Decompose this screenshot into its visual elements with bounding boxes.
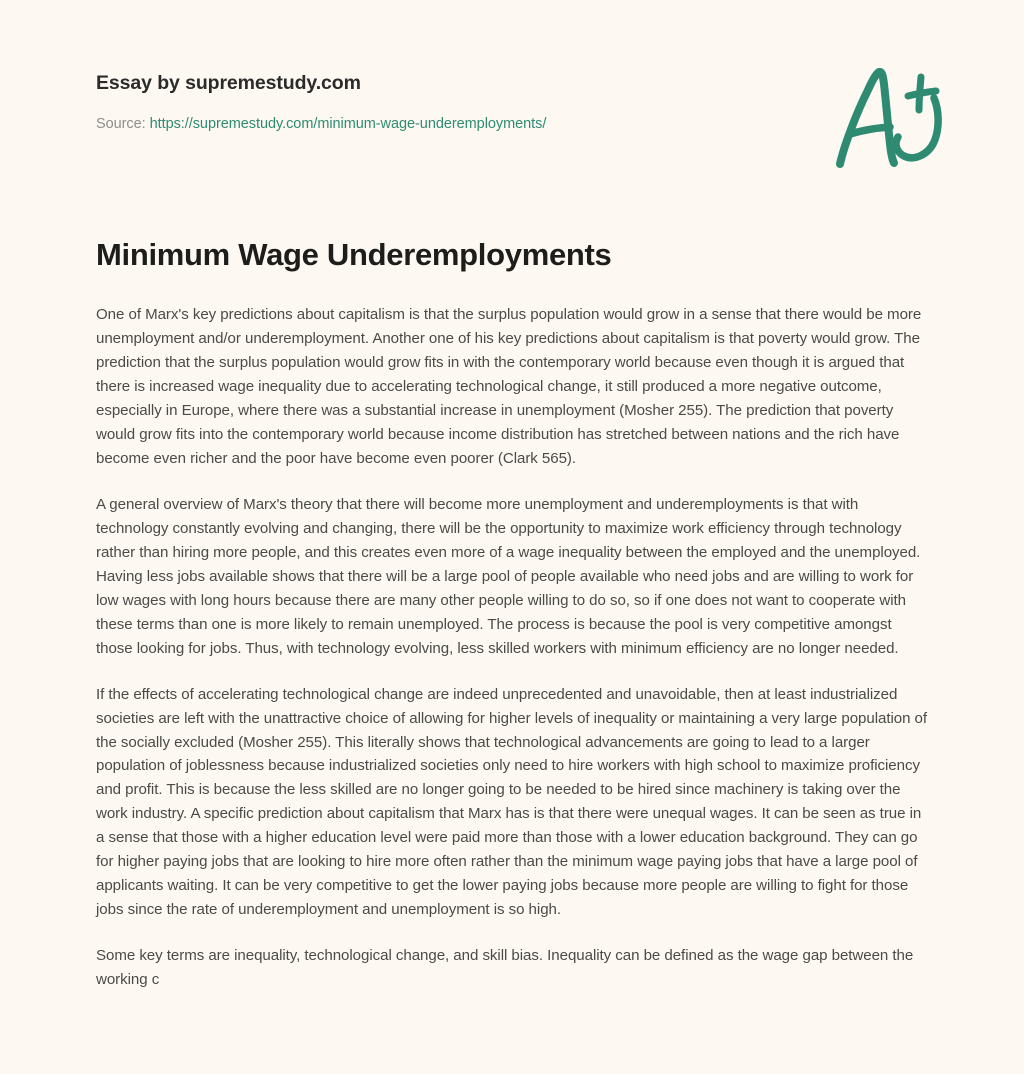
- document-body: [96, 275, 932, 993]
- page-title: Minimum Wage Underemployments: [96, 237, 612, 272]
- paragraph: One of Marx's key predictions about capitalism is that the surplus population would grow in a sense that there would be more unemployment and/or underemployment. Another one of his key predictions about capitalism is that poverty would grow. The prediction that the surplus population would grow fits in with the contemporary world because even though it is argued that there is increased wage inequality due to accelerating technological change, it still produced a more negative outcome, especially in Europe, where there was a substantial increase in unemployment (Mosher 255). The prediction that poverty would grow fits into the contemporary world because income distribution has stretched between nations and the rich have become even richer and the poor have become even poorer (Clark 565).: [96, 305, 922, 467]
- source-line: [96, 116, 928, 133]
- a-plus-logo-icon: [824, 58, 954, 178]
- source-label: Source:: [96, 116, 146, 133]
- source-url-link[interactable]: https://supremestudy.com/minimum-wage-underemployments/: [149, 116, 547, 133]
- paragraph: If the effects of accelerating technological change are indeed unprecedented and unavoidable, then at least industrialized societies are left with the unattractive choice of allowing for higher levels of inequality or maintaining a very large population of the socially excluded (Mosher 255). This literally shows that technological advancements are going to lead to a larger population of joblessness because industrialized societies only need to hire workers with high school to maximize proficiency and profit. This is because the less skilled are no longer going to be needed to be hired since machinery is taking over the work industry. A specific prediction about capitalism that Marx has is that there were unequal wages. It can be seen as true in a sense that those with a higher education level were paid more than those with a lower education background. They can go for higher paying jobs that are looking to hire more often rather than the minimum wage paying jobs that have a large pool of applicants waiting. It can be very competitive to get the lower paying jobs because more people are willing to fight for those jobs since the rate of underemployment and unemployment is so high.: [96, 685, 928, 919]
- paragraph: Some key terms are inequality, technological change, and skill bias. Inequality can be defined as the wage gap between the working c: [96, 947, 914, 989]
- document-header: [96, 0, 928, 133]
- byline: Essay by supremestudy.com: [96, 72, 361, 94]
- paragraph: A general overview of Marx's theory that there will become more unemployment and underemployments is that with technology constantly evolving and changing, there will be the opportunity to maximize work efficiency through technology rather than hiring more people, and this creates even more of a wage inequality between the employed and the unemployed. Having less jobs available shows that there will be a large pool of people available who need jobs and are willing to work for low wages with long hours because there are many other people willing to do so, so if one does not want to cooperate with these terms than one is more likely to remain unemployed. The process is because the pool is very competitive amongst those looking for jobs. Thus, with technology evolving, less skilled workers with minimum efficiency are no longer needed.: [96, 495, 921, 657]
